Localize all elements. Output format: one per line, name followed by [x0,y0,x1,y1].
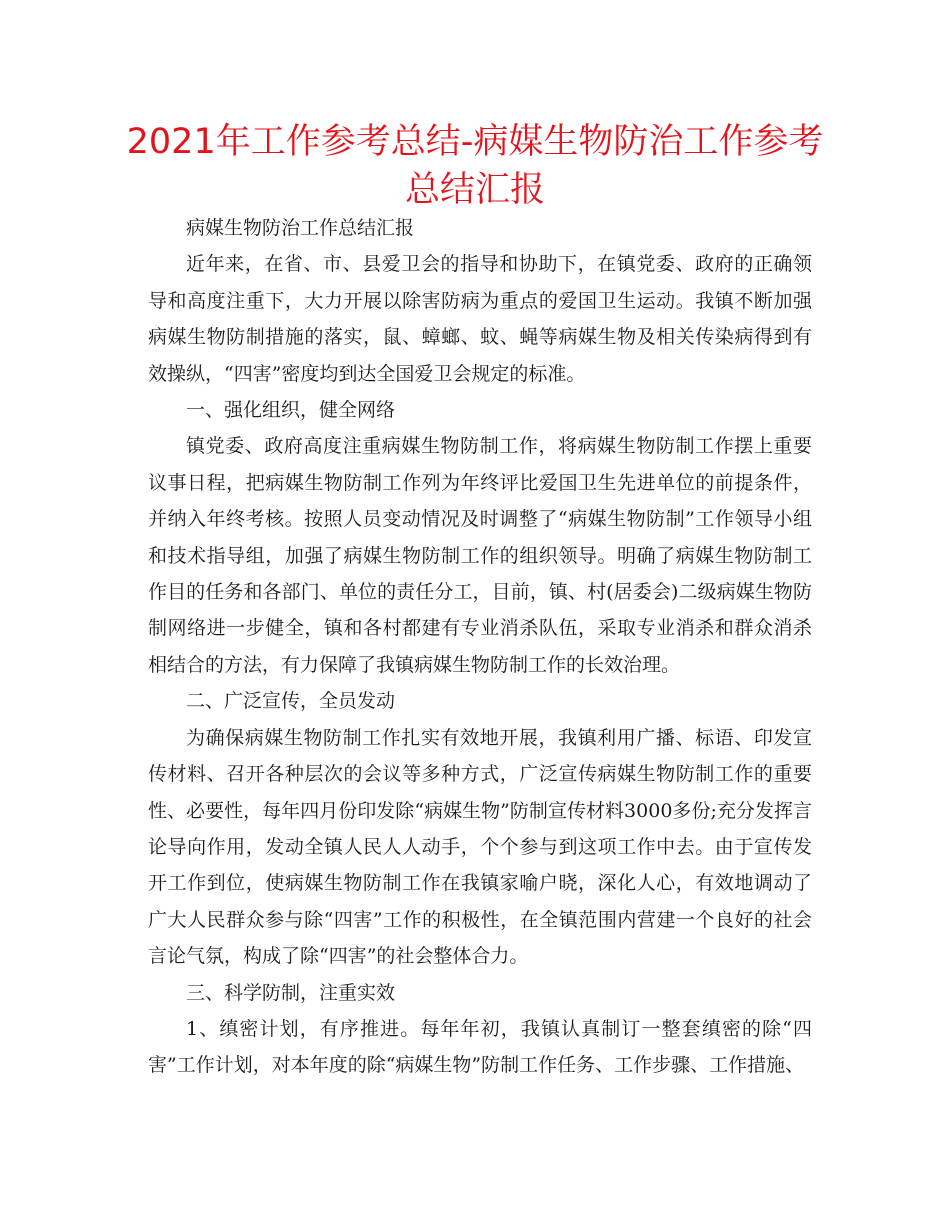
section-heading-3: 三、科学防制，注重实效 [186,981,396,1004]
intro-paragraph: 近年来，在省、市、县爱卫会的指导和协助下，在镇党委、政府的正确领导和高度注重下，大力开展以除害防病为重点的爱国卫生运动。我镇不断加强病媒生物防制措施的落实，鼠、蟑螂、蚊、蝇等病媒生物及相关传染病得到有效操纵，“四害”密度均到达全国爱卫会规定的标准。 [148,253,812,385]
section-heading-1: 一、强化组织，健全网络 [186,399,396,422]
document-title: 2021年工作参考总结-病媒生物防治工作参考总结汇报 [126,122,824,210]
section-heading-2: 二、广泛宣传，全员发动 [186,690,396,713]
subtitle-paragraph: 病媒生物防治工作总结汇报 [186,217,415,239]
section-1-paragraph: 镇党委、政府高度注重病媒生物防制工作，将病媒生物防制工作摆上重要议事日程，把病媒生物防制工作列为年终评比爱国卫生先进单位的前提条件，并纳入年终考核。按照人员变动情况及时调整了“病媒生物防制”工作领导小组和技术指导组，加强了病媒生物防制工作的组织领导。明确了病媒生物防制工作目的任务和各部门、单位的责任分工，目前，镇、村(居委会)二级病媒生物防制网络进一步健全，镇和各村都建有专业消杀队伍，采取专业消杀和群众消杀相结合的方法，有力保障了我镇病媒生物防制工作的长效治理。 [148,435,812,676]
section-2-paragraph: 为确保病媒生物防制工作扎实有效地开展，我镇利用广播、标语、印发宣传材料、召开各种层次的会议等多种方式，广泛宣传病媒生物防制工作的重要性、必要性，每年四月份印发除“病媒生物”防制宣传材料3000多份;充分发挥言论导向作用，发动全镇人民人人动手，个个参与到这项工作中去。由于宣传发开工作到位，使病媒生物防制工作在我镇家喻户晓，深化人心，有效地调动了广大人民群众参与除“四害”工作的积极性，在全镇范围内营建一个良好的社会言论气氛，构成了除“四害”的社会整体合力。 [148,726,812,968]
document-body [148,210,812,1084]
section-3-paragraph: 1、缜密计划，有序推进。每年年初，我镇认真制订一整套缜密的除“四害”工作计划，对本年度的除“病媒生物”防制工作任务、工作步骤、工作措施、 [148,1017,812,1077]
